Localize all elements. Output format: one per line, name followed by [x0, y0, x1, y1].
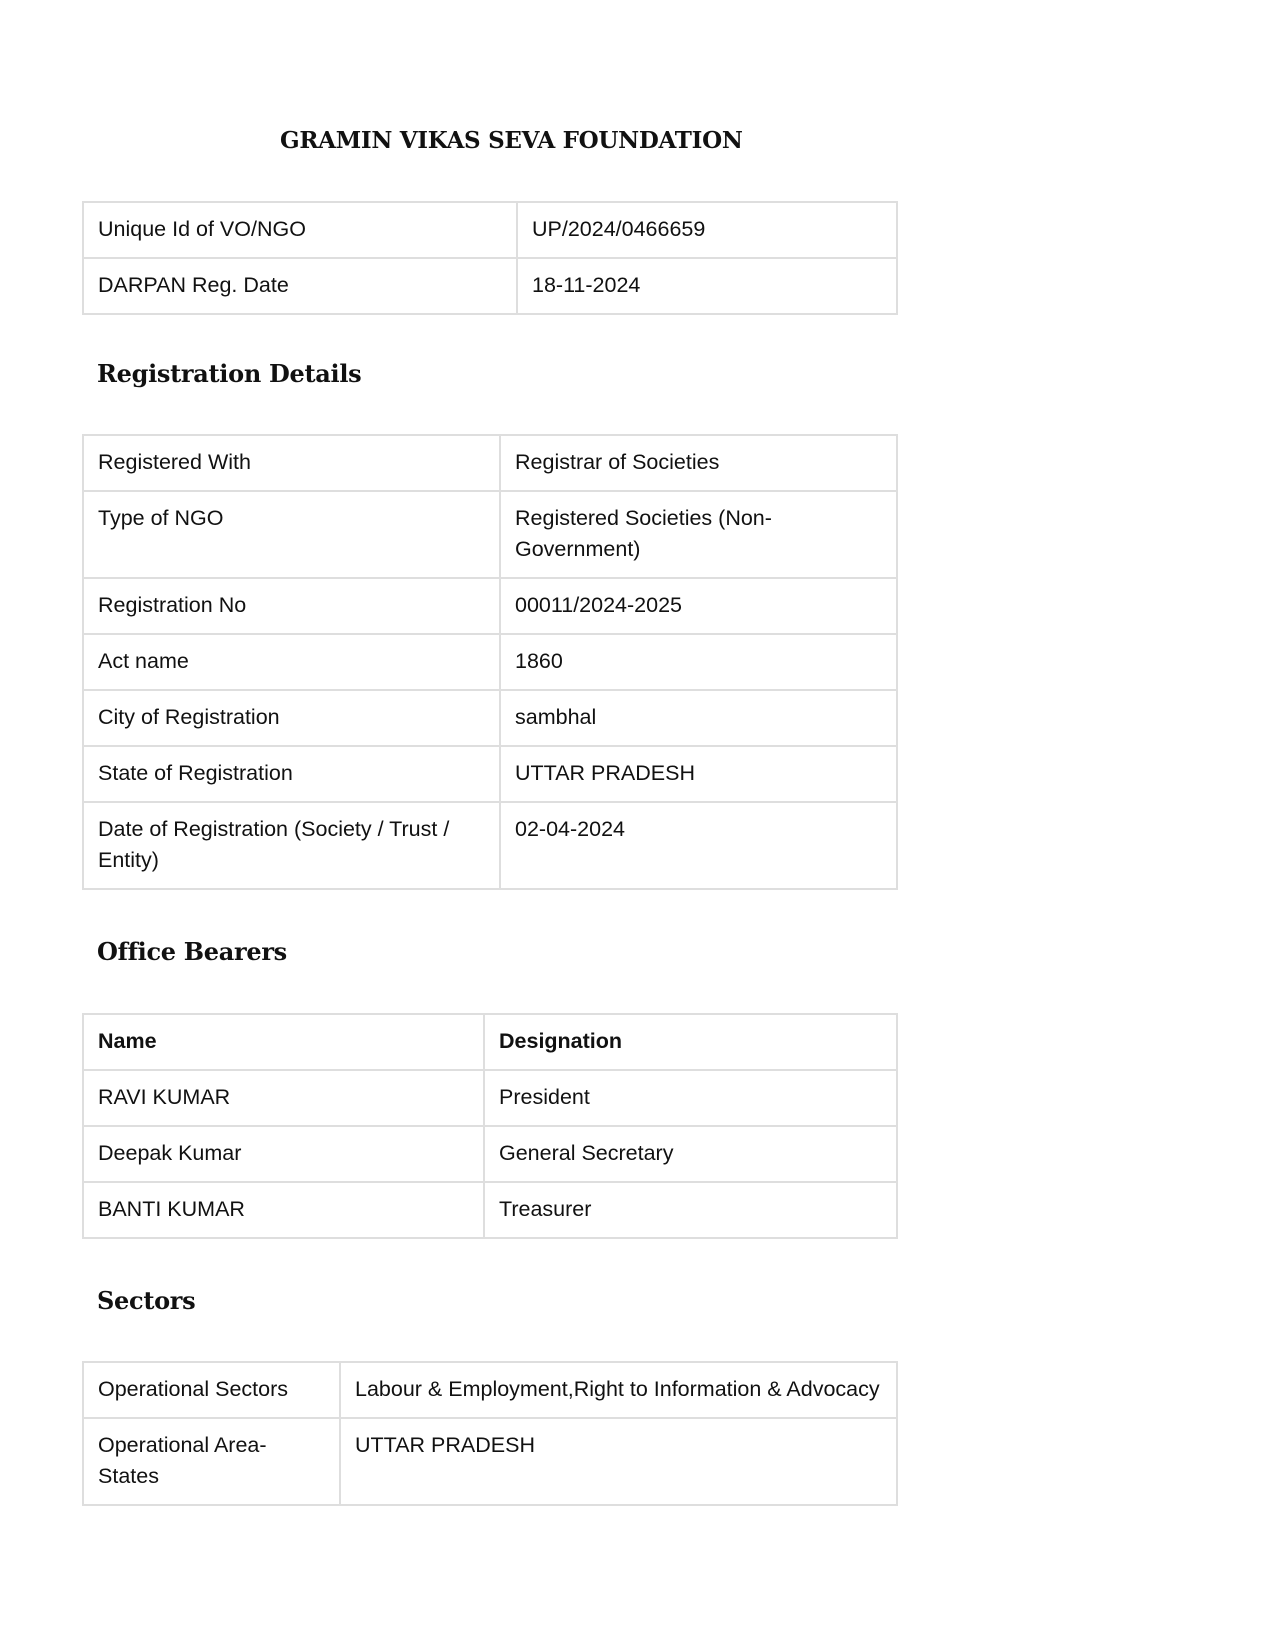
darpan-date-label: DARPAN Reg. Date — [83, 258, 517, 314]
table-row — [83, 491, 897, 578]
bearer-designation: General Secretary — [484, 1126, 897, 1182]
registered-with-value: Registrar of Societies — [500, 435, 897, 491]
id-table — [82, 201, 898, 315]
table-row — [83, 1070, 897, 1126]
ngo-type-label: Type of NGO — [83, 491, 500, 578]
registered-with-label: Registered With — [83, 435, 500, 491]
organization-title: GRAMIN VIKAS SEVA FOUNDATION — [280, 127, 743, 154]
table-row — [83, 1362, 897, 1418]
office-bearers-heading: Office Bearers — [97, 937, 287, 966]
city-label: City of Registration — [83, 690, 500, 746]
table-row — [83, 634, 897, 690]
table-row — [83, 746, 897, 802]
operational-sectors-value: Labour & Employment,Right to Information & Advocacy — [340, 1362, 897, 1418]
operational-states-value: UTTAR PRADESH — [340, 1418, 897, 1505]
table-row — [83, 258, 897, 314]
table-row — [83, 578, 897, 634]
registration-table — [82, 434, 898, 890]
act-name-label: Act name — [83, 634, 500, 690]
registration-no-value: 00011/2024-2025 — [500, 578, 897, 634]
city-value: sambhal — [500, 690, 897, 746]
sectors-heading: Sectors — [97, 1286, 196, 1315]
registration-details-heading: Registration Details — [97, 359, 362, 388]
table-row — [83, 435, 897, 491]
table-row — [83, 690, 897, 746]
name-column-header: Name — [83, 1014, 484, 1070]
operational-states-label: Operational Area-States — [83, 1418, 340, 1505]
table-row — [83, 202, 897, 258]
bearer-name: BANTI KUMAR — [83, 1182, 484, 1238]
bearer-name: RAVI KUMAR — [83, 1070, 484, 1126]
bearer-designation: Treasurer — [484, 1182, 897, 1238]
sectors-table — [82, 1361, 898, 1506]
table-row — [83, 1126, 897, 1182]
table-row — [83, 1418, 897, 1505]
unique-id-value: UP/2024/0466659 — [517, 202, 897, 258]
ngo-type-value: Registered Societies (Non-Government) — [500, 491, 897, 578]
state-label: State of Registration — [83, 746, 500, 802]
office-bearers-table — [82, 1013, 898, 1239]
registration-no-label: Registration No — [83, 578, 500, 634]
table-header-row — [83, 1014, 897, 1070]
registration-date-value: 02-04-2024 — [500, 802, 897, 889]
unique-id-label: Unique Id of VO/NGO — [83, 202, 517, 258]
bearer-name: Deepak Kumar — [83, 1126, 484, 1182]
designation-column-header: Designation — [484, 1014, 897, 1070]
state-value: UTTAR PRADESH — [500, 746, 897, 802]
registration-date-label: Date of Registration (Society / Trust / Entity) — [83, 802, 500, 889]
operational-sectors-label: Operational Sectors — [83, 1362, 340, 1418]
darpan-date-value: 18-11-2024 — [517, 258, 897, 314]
act-name-value: 1860 — [500, 634, 897, 690]
table-row — [83, 802, 897, 889]
bearer-designation: President — [484, 1070, 897, 1126]
table-row — [83, 1182, 897, 1238]
